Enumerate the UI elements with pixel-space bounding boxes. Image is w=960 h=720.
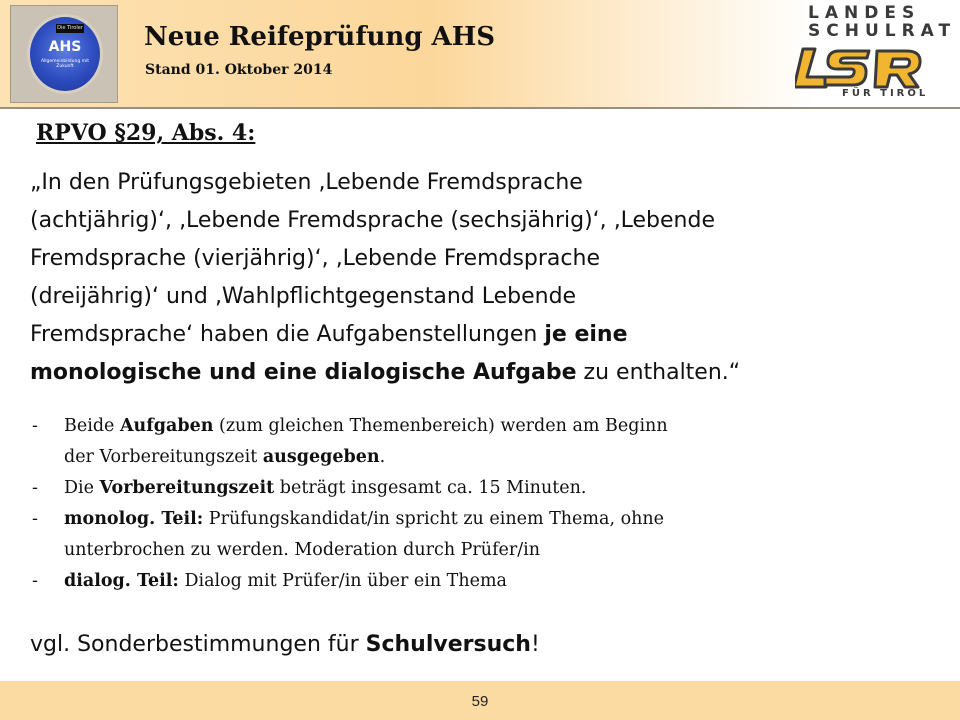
logo-line-schulrat: SCHULRAT [808,21,957,41]
bullet-emphasis: monolog. Teil: [64,509,204,529]
bullet-list [32,411,912,597]
slide-title: Neue Reifeprüfung AHS [144,22,496,52]
bullet-emphasis: Aufgaben [119,416,214,436]
quote-line [30,316,935,354]
slide-subtitle: Stand 01. Oktober 2014 [145,62,333,78]
bullet-line [64,411,912,442]
bullet-dash: - [32,509,38,529]
ahs-logo-disc [27,14,103,94]
ahs-logo-tag: Die Tiroler [57,25,83,31]
bullet-text: . [379,447,386,467]
quote-line: Fremdsprache (vierjährig)‘, ‚Lebende Fremdsprache [30,246,600,271]
quote-emphasis: je eine [544,322,628,347]
quote-line: (dreijährig)‘ und ‚Wahlpflichtgegenstand Lebende [30,284,577,309]
quote-line: (achtjährig)‘, ‚Lebende Fremdsprache (sechsjährig)‘, ‚Lebende [30,208,715,233]
bullet-text: Die [64,478,100,498]
note-emphasis: Schulversuch [365,632,531,657]
bullet-line [64,504,912,535]
bullet-text: (zum gleichen Themenbereich) werden am Beginn [213,416,668,436]
bullet-item-aufgaben [32,411,912,473]
quote-text: zu enthalten.“ [576,360,741,385]
bullet-item-vorbereitungszeit [32,473,912,504]
bullet-text: Prüfungskandidat/in spricht zu einem Thema, ohne [203,509,665,529]
section-heading: RPVO §29, Abs. 4: [36,120,256,146]
page-number: 59 [471,693,489,710]
ahs-logo-slogan: Allgemeinbildung mit Zukunft [40,59,90,69]
bullet-text: der Vorbereitungszeit [64,447,263,467]
quote-line: „In den Prüfungsgebieten ‚Lebende Fremdsprache [30,170,583,195]
legal-quote [30,164,935,392]
lsr-logo-mark [795,45,930,91]
note-text: ! [530,632,540,657]
quote-emphasis: monologische und eine dialogische Aufgabe [30,360,577,385]
bullet-line: unterbrochen zu werden. Moderation durch Prüfer/in [64,540,541,560]
bullet-dash: - [32,571,38,591]
bullet-emphasis: ausgegeben [262,447,380,467]
slide-header [0,0,960,108]
slide-footer [0,681,960,720]
bullet-text: beträgt insgesamt ca. 15 Minuten. [274,478,587,498]
header-divider [0,107,960,109]
bullet-line [64,442,912,473]
bullet-dash: - [32,416,38,436]
logo-line-fuer-tirol: FÜR TIROL [842,88,929,99]
logo-line-landes: LANDES [808,3,921,23]
quote-line [30,354,935,392]
bullet-dash: - [32,478,38,498]
bullet-text: Beide [64,416,120,436]
bullet-emphasis: dialog. Teil: [64,571,179,591]
bullet-item-monolog [32,504,912,566]
bullet-emphasis: Vorbereitungszeit [99,478,275,498]
quote-text: Fremdsprache‘ haben die Aufgabenstellungen [30,322,545,347]
landesschulrat-logo-text [808,3,957,41]
bullet-text: Dialog mit Prüfer/in über ein Thema [178,571,507,591]
bullet-line [64,566,912,597]
ahs-logo [10,5,118,103]
closing-note [30,632,540,657]
note-text: vgl. Sonderbestimmungen für [30,632,366,657]
ahs-logo-text: AHS [48,39,82,55]
bullet-item-dialog [32,566,912,597]
bullet-line [64,473,912,504]
